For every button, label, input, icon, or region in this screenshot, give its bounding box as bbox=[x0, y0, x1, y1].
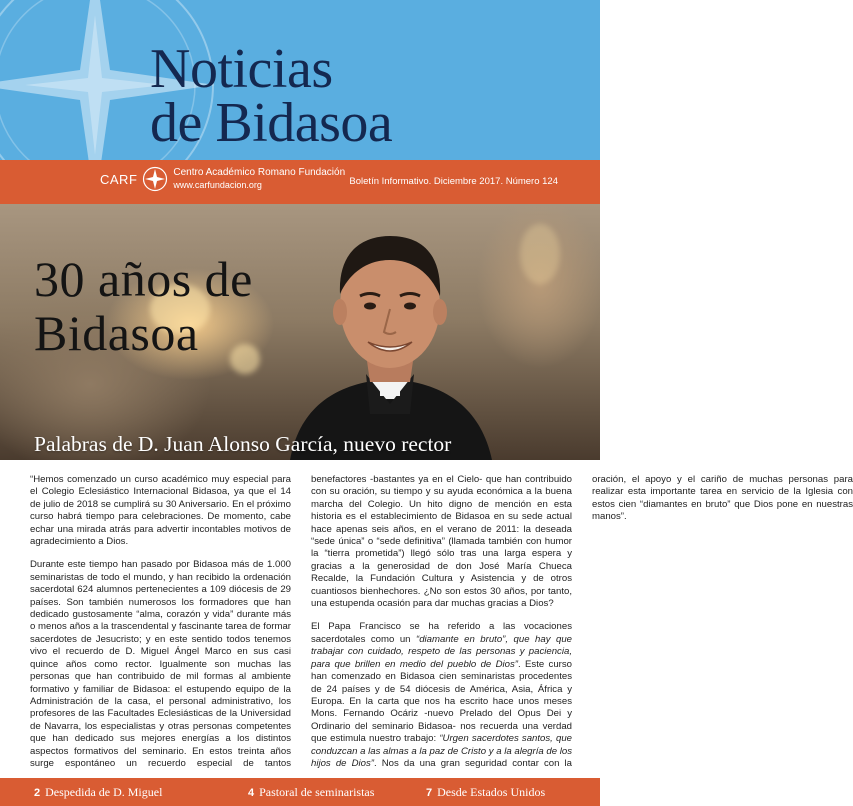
carf-text bbox=[173, 167, 345, 191]
p3-text-e: . Nos da una gran seguridad contar con la oración, el apoyo y el cariño de muchas personas para realizar esta importante tarea en servicio de la Iglesia con estos cien “diamantes en bruto” que Dios pone en nuestras manos”. bbox=[373, 474, 853, 769]
title-line-2: de Bidasoa bbox=[150, 92, 393, 154]
p3-text-c: . Este curso han comenzado en Bidasoa cien seminaristas procedentes de 24 países y de 54 diócesis de América, Asia, África y Europa. En la carta que nos ha escrito hace unos meses Mons. Fernando Ocáriz -nuevo Prelado del Opus Dei y Ordinario del seminario Bidasoa- nos recuerda una verdad que estimula nuestro trabajo: bbox=[311, 658, 572, 745]
footer-link-despedida[interactable] bbox=[34, 785, 162, 800]
footer-label: Despedida de D. Miguel bbox=[45, 785, 163, 799]
headline-line-1: 30 años de bbox=[34, 251, 253, 307]
publication-title bbox=[150, 38, 393, 154]
page-number: 7 bbox=[426, 787, 433, 799]
footer-link-estados-unidos[interactable] bbox=[426, 785, 545, 800]
org-url[interactable]: www.carfundacion.org bbox=[173, 180, 262, 190]
bokeh-light bbox=[520, 224, 560, 284]
page-number: 2 bbox=[34, 787, 41, 799]
carf-emblem-icon bbox=[142, 166, 168, 192]
article-paragraph-1: “Hemos comenzado un curso académico muy especial para el Colegio Eclesiástico Internacional Bidasoa, ya que el 14 de julio de 2018 se cumplirá su 30 Aniversario. En el próximo curso habrá tiempo para celebraciones. De momento, cabe echar una mirada atrás para advertir incontables motivos de agradecimiento a Dios. bbox=[30, 474, 291, 548]
hero-headline bbox=[34, 252, 253, 360]
headline-line-2: Bidasoa bbox=[34, 305, 199, 361]
carf-logo-block bbox=[100, 166, 345, 192]
hero-photo bbox=[0, 204, 600, 460]
page-number: 4 bbox=[248, 787, 255, 799]
contents-footer bbox=[0, 778, 600, 806]
rector-portrait bbox=[270, 214, 510, 460]
carf-wordmark: CARF bbox=[100, 171, 138, 187]
masthead bbox=[0, 0, 600, 160]
footer-link-pastoral[interactable] bbox=[248, 785, 374, 800]
bulletin-info: Boletín Informativo. Diciembre 2017. Número 124 bbox=[349, 176, 558, 187]
prelate-quote: “Urgen sacerdotes santos, que conduzcan a las almas a la paz de Cristo y a la alegría de los hijos de Dios” bbox=[311, 733, 572, 769]
hero-caption: Palabras de D. Juan Alonso García, nuevo rector bbox=[34, 432, 452, 456]
article-body bbox=[30, 474, 853, 772]
pope-quote: “diamante en bruto”, que hay que trabajar con cuidado, respeto de las personas y paciencia, para que brillen en medio del pueblo de Dios” bbox=[311, 633, 572, 670]
title-line-1: Noticias bbox=[150, 38, 333, 100]
org-name: Centro Académico Romano Fundación bbox=[173, 167, 346, 178]
footer-label: Desde Estados Unidos bbox=[437, 785, 546, 799]
info-band bbox=[0, 160, 600, 204]
article-paragraph-2: Durante este tiempo han pasado por Bidasoa más de 1.000 seminaristas de todo el mundo, y han recibido la ordenación sacerdotal 624 alumnos pertenecientes a 109 diócesis de 29 países. Son también numerosos los formadores que han dedicado gustosamente “alma, corazón y vida” durante más o menos años a la trascendental y fascinante tarea de formar sacerdotes de Jesucristo; y en este sentido todos tenemos vivo el recuerdo de D. Miguel Ángel Marco en sus casi quince años como rector. Igualmente son muchas las personas que han contribuido de mil formas al ambiente formativo y familiar de Bidasoa: el estupendo equipo de la Administración de la casa, el personal administrativo, los profesores de las Facultades Eclesiásticas de la Universidad de Navarra, los especialistas y otras personas competentes que han dedicado sus mejores energías a los distintos aspectos formativos del seminario. En estos treinta años surge espontáneo un recuerdo especial de tantos benefactores -bastantes ya en el Cielo- que han contribuido con su oración, su tiempo y su ayuda económica a la buena marcha del Colegio. Un hito digno de mención en esta historia es el establecimiento de Bidasoa en su sede actual hace apenas seis años, en el verano de 2011: la deseada “sede única” o “sede definitiva” (llamada también con humor la “tierra prometida”) llegó sólo tras una larga espera y gracias a la generosidad de don José María Chueca Recalde, la Fundación Cultura y Asistencia y de otros cuantiosos bienhechores. ¿No son estos 30 años, por tanto, una estupenda ocasión para dar muchas gracias a Dios? bbox=[30, 474, 572, 769]
p3-text-a: El Papa Francisco se ha referido a las vocaciones sacerdotales como un bbox=[311, 621, 572, 645]
footer-label: Pastoral de seminaristas bbox=[259, 785, 375, 799]
